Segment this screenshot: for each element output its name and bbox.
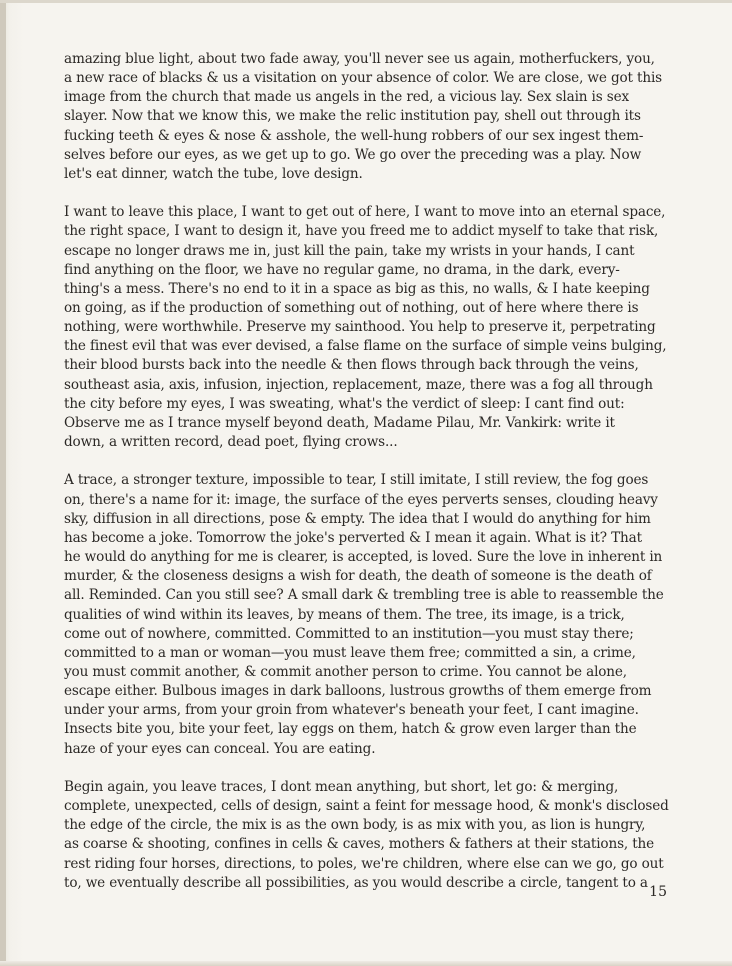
page-top-edge xyxy=(0,0,732,3)
paragraph-1: amazing blue light, about two fade away, you'll never see us again, motherfuckers, you, a new race of blacks & us a visitation on your absence of color. We are close, we got this image from the church that made us angels in the red, a vicious lay. Sex slain is sex slayer. Now that we know this, we make the relic institution pay, shell out through its fucking teeth & eyes & nose & asshole, the well-hung robbers of our sex ingest them- selves before our eyes, as we get up to go. We go over the preceding was a play. Now let's eat dinner, watch the tube, love design. xyxy=(64,51,662,182)
body-text xyxy=(64,50,676,912)
page-bottom-edge xyxy=(0,961,732,966)
paragraph-3: A trace, a stronger texture, impossible to tear, I still imitate, I still review, the fog goes on, there's a name for it: image, the surface of the eyes perverts senses, clouding heavy sky, diffusion in all directions, pose & empty. The idea that I would do anything for him has become a joke. Tomorrow the joke's perverted & I mean it again. What is it? That he would do anything for me is clearer, is accepted, is loved. Sure the love in inherent in murder, & the closeness designs a wish for death, the death of someone is the death of all. Reminded. Can you still see? A small dark & trembling tree is able to reassemble the qualities of wind within its leaves, by means of them. The tree, its image, is a trick, come out of nowhere, committed. Committed to an institution—you must stay there; committed to a man or woman—you must leave them free; committed a sin, a crime, you must commit another, & commit another person to crime. You cannot be alone, escape either. Bulbous images in dark balloons, lustrous growths of them emerge from under your arms, from your groin from whatever's beneath your feet, I cant imagine. Insects bite you, bite your feet, lay eggs on them, hatch & grow even larger than the haze of your eyes can conceal. You are eating. xyxy=(64,472,664,757)
paragraph-4: Begin again, you leave traces, I dont mean anything, but short, let go: & merging, complete, unexpected, cells of design, saint a feint for message hood, & monk's disclosed the edge of the circle, the mix is as the own body, is as mix with you, as lion is hungry, as coarse & shooting, confines in cells & caves, mothers & fathers at their stations, the rest riding four horses, directions, to poles, we're children, where else can we go, go out to, we eventually describe all possibilities, as you would describe a circle, tangent to a xyxy=(64,778,669,891)
page-gutter-shadow xyxy=(0,0,6,966)
page-number: 15 xyxy=(649,884,667,900)
paragraph-2: I want to leave this place, I want to get out of here, I want to move into an eternal space, the right space, I want to design it, have you freed me to addict myself to take that risk, escape no longer draws me in, just kill the pain, take my wrists in your hands, I cant find anything on the floor, we have no regular game, no drama, in the dark, every- thing's a mess. There's no end to it in a space as big as this, no walls, & I hate keeping on going, as if the production of something out of nothing, out of here where there is nothing, were worthwhile. Preserve my sainthood. You help to preserve it, perpetrating the finest evil that was ever devised, a false flame on the surface of simple veins bulging, their blood bursts back into the needle & then flows through back through the veins, southeast asia, axis, infusion, injection, replacement, maze, there was a fog all through the city before my eyes, I was sweating, what's the verdict of sleep: I cant find out: Observe me as I trance myself beyond death, Madame Pilau, Mr. Vankirk: write it down, a written record, dead poet, flying crows... xyxy=(64,204,667,451)
